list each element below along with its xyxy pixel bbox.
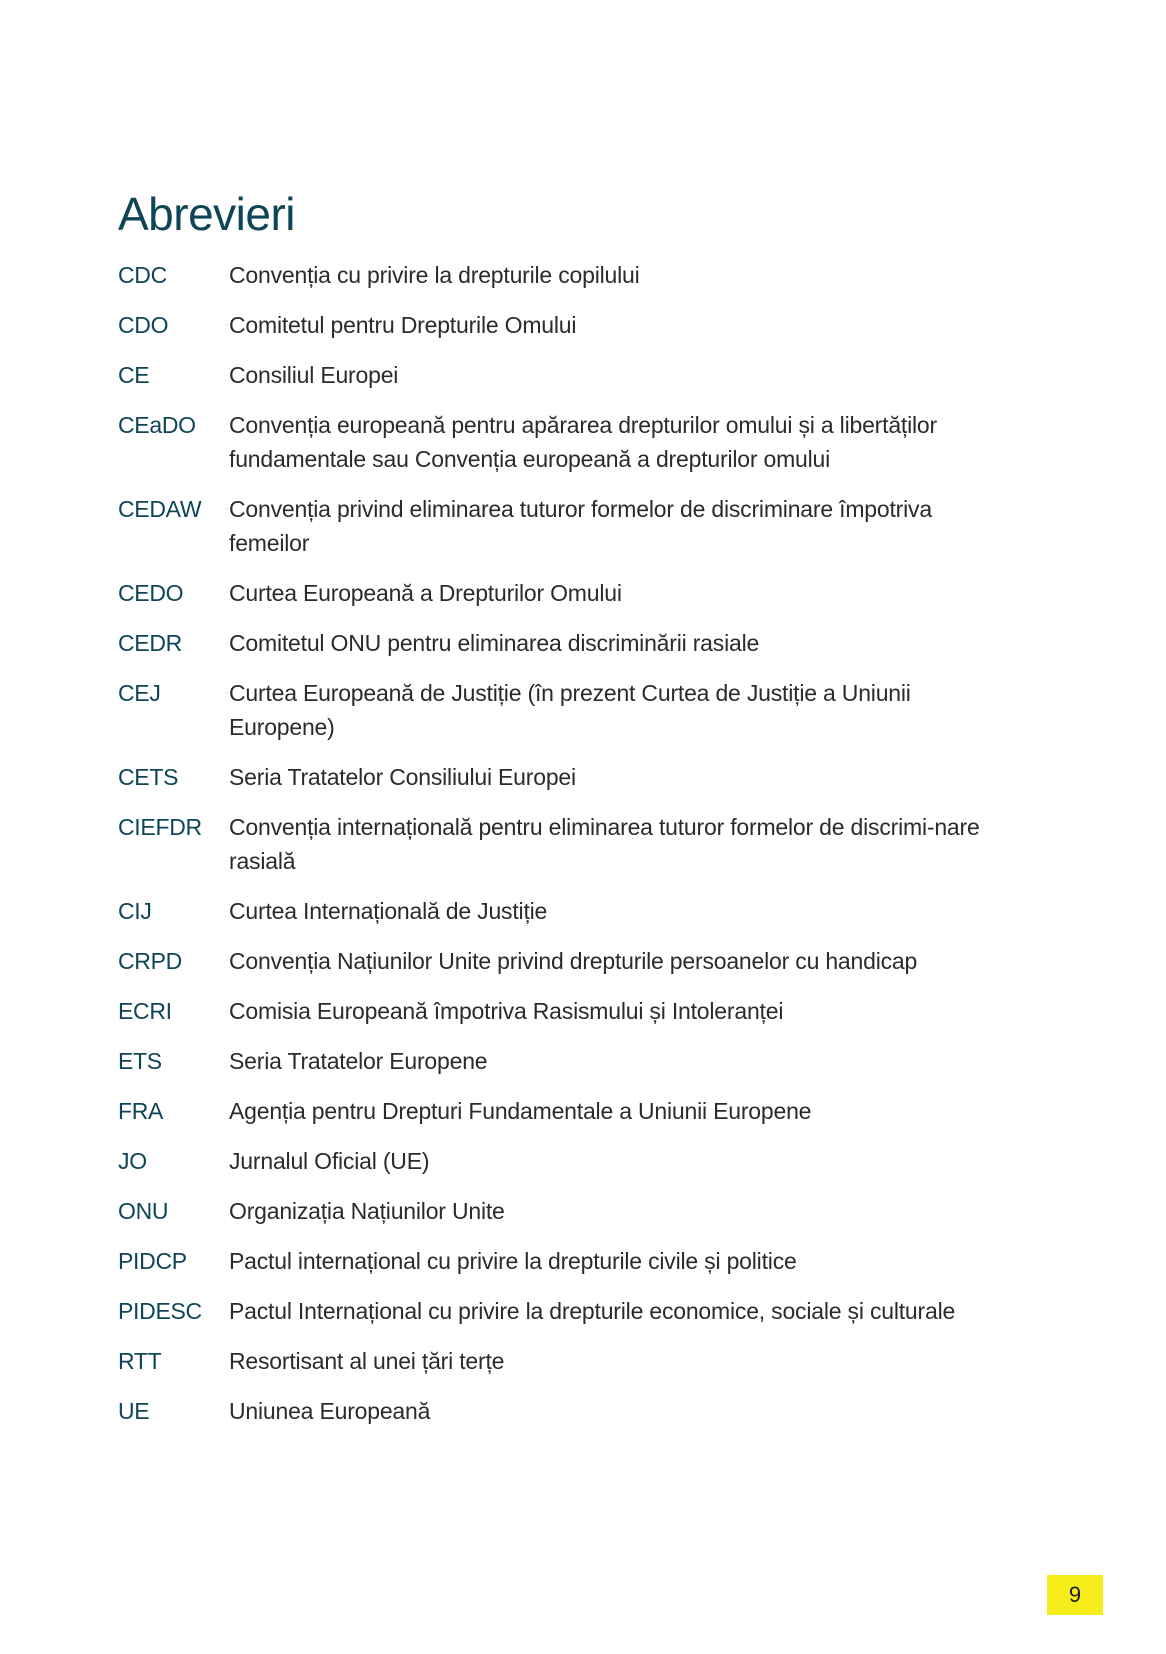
abbreviation-code: CRPD (118, 948, 182, 974)
abbreviation-code: CEDAW (118, 496, 202, 522)
abbreviation-row (118, 1194, 1018, 1228)
abbreviation-code: CIJ (118, 898, 152, 924)
abbreviation-row (118, 1294, 1018, 1328)
abbreviation-code: CEDO (118, 580, 184, 606)
abbreviation-code: CIEFDR (118, 814, 202, 840)
abbreviation-code: ECRI (118, 998, 172, 1024)
abbreviation-code: ONU (118, 1198, 169, 1224)
page-number: 9 (1047, 1575, 1103, 1615)
abbreviation-row (118, 894, 1018, 928)
abbreviation-row (118, 1094, 1018, 1128)
abbreviation-definition: Curtea Internațională de Justiție (229, 898, 548, 924)
abbreviation-definition: Uniunea Europeană (229, 1398, 431, 1424)
abbreviation-definition: Curtea Europeană de Justiție (în prezent Curtea de Justiție a Uniunii Europene) (229, 680, 911, 740)
abbreviation-row (118, 258, 1018, 292)
abbreviation-code: PIDESC (118, 1298, 202, 1324)
abbreviation-row (118, 492, 1018, 560)
abbreviation-row (118, 358, 1018, 392)
abbreviation-row (118, 994, 1018, 1028)
abbreviation-definition: Pactul internațional cu privire la drepturile civile și politice (229, 1248, 797, 1274)
abbreviation-code: PIDCP (118, 1248, 187, 1274)
abbreviation-code: CE (118, 362, 150, 388)
abbreviation-row (118, 1344, 1018, 1378)
abbreviation-code: CDO (118, 312, 169, 338)
abbreviation-row (118, 760, 1018, 794)
abbreviation-definition: Pactul Internațional cu privire la drepturile economice, sociale și culturale (229, 1298, 956, 1324)
abbreviation-definition: Convenția internațională pentru eliminarea tuturor formelor de discrimi-nare rasială (229, 814, 980, 874)
abbreviation-row (118, 1244, 1018, 1278)
abbreviation-row (118, 408, 1018, 476)
abbreviation-definition: Jurnalul Oficial (UE) (229, 1148, 430, 1174)
abbreviation-code: CEaDO (118, 412, 196, 438)
abbreviation-row (118, 944, 1018, 978)
abbreviation-definition: Curtea Europeană a Drepturilor Omului (229, 580, 622, 606)
abbreviation-definition: Comisia Europeană împotriva Rasismului și Intoleranței (229, 998, 784, 1024)
abbreviation-code: CETS (118, 764, 179, 790)
page-title: Abrevieri (118, 188, 296, 240)
abbreviation-list (118, 258, 1018, 1444)
abbreviation-definition: Seria Tratatelor Consiliului Europei (229, 764, 576, 790)
abbreviation-definition: Comitetul pentru Drepturile Omului (229, 312, 577, 338)
abbreviation-code: CEDR (118, 630, 182, 656)
abbreviation-row (118, 676, 1018, 744)
abbreviation-code: RTT (118, 1348, 162, 1374)
abbreviation-definition: Convenția Națiunilor Unite privind drepturile persoanelor cu handicap (229, 948, 918, 974)
abbreviation-definition: Consiliul Europei (229, 362, 399, 388)
abbreviation-row (118, 1394, 1018, 1428)
abbreviation-definition: Organizația Națiunilor Unite (229, 1198, 505, 1224)
abbreviation-code: ETS (118, 1048, 162, 1074)
abbreviation-code: CEJ (118, 680, 161, 706)
abbreviation-definition: Convenția europeană pentru apărarea drepturilor omului și a libertăților fundamentale sau Convenția europeană a drepturilor omului (229, 412, 937, 472)
abbreviation-code: JO (118, 1148, 147, 1174)
abbreviation-row (118, 576, 1018, 610)
abbreviation-code: FRA (118, 1098, 164, 1124)
abbreviation-row (118, 626, 1018, 660)
abbreviation-definition: Seria Tratatelor Europene (229, 1048, 488, 1074)
abbreviation-definition: Agenția pentru Drepturi Fundamentale a Uniunii Europene (229, 1098, 812, 1124)
abbreviation-code: CDC (118, 262, 167, 288)
abbreviation-row (118, 1044, 1018, 1078)
abbreviation-row (118, 1144, 1018, 1178)
abbreviation-definition: Resortisant al unei țări terțe (229, 1348, 505, 1374)
abbreviation-row (118, 308, 1018, 342)
abbreviation-definition: Convenția cu privire la drepturile copilului (229, 262, 640, 288)
abbreviation-definition: Comitetul ONU pentru eliminarea discriminării rasiale (229, 630, 760, 656)
abbreviation-row (118, 810, 1018, 878)
abbreviation-definition: Convenția privind eliminarea tuturor formelor de discriminare împotriva femeilor (229, 496, 932, 556)
abbreviation-code: UE (118, 1398, 150, 1424)
